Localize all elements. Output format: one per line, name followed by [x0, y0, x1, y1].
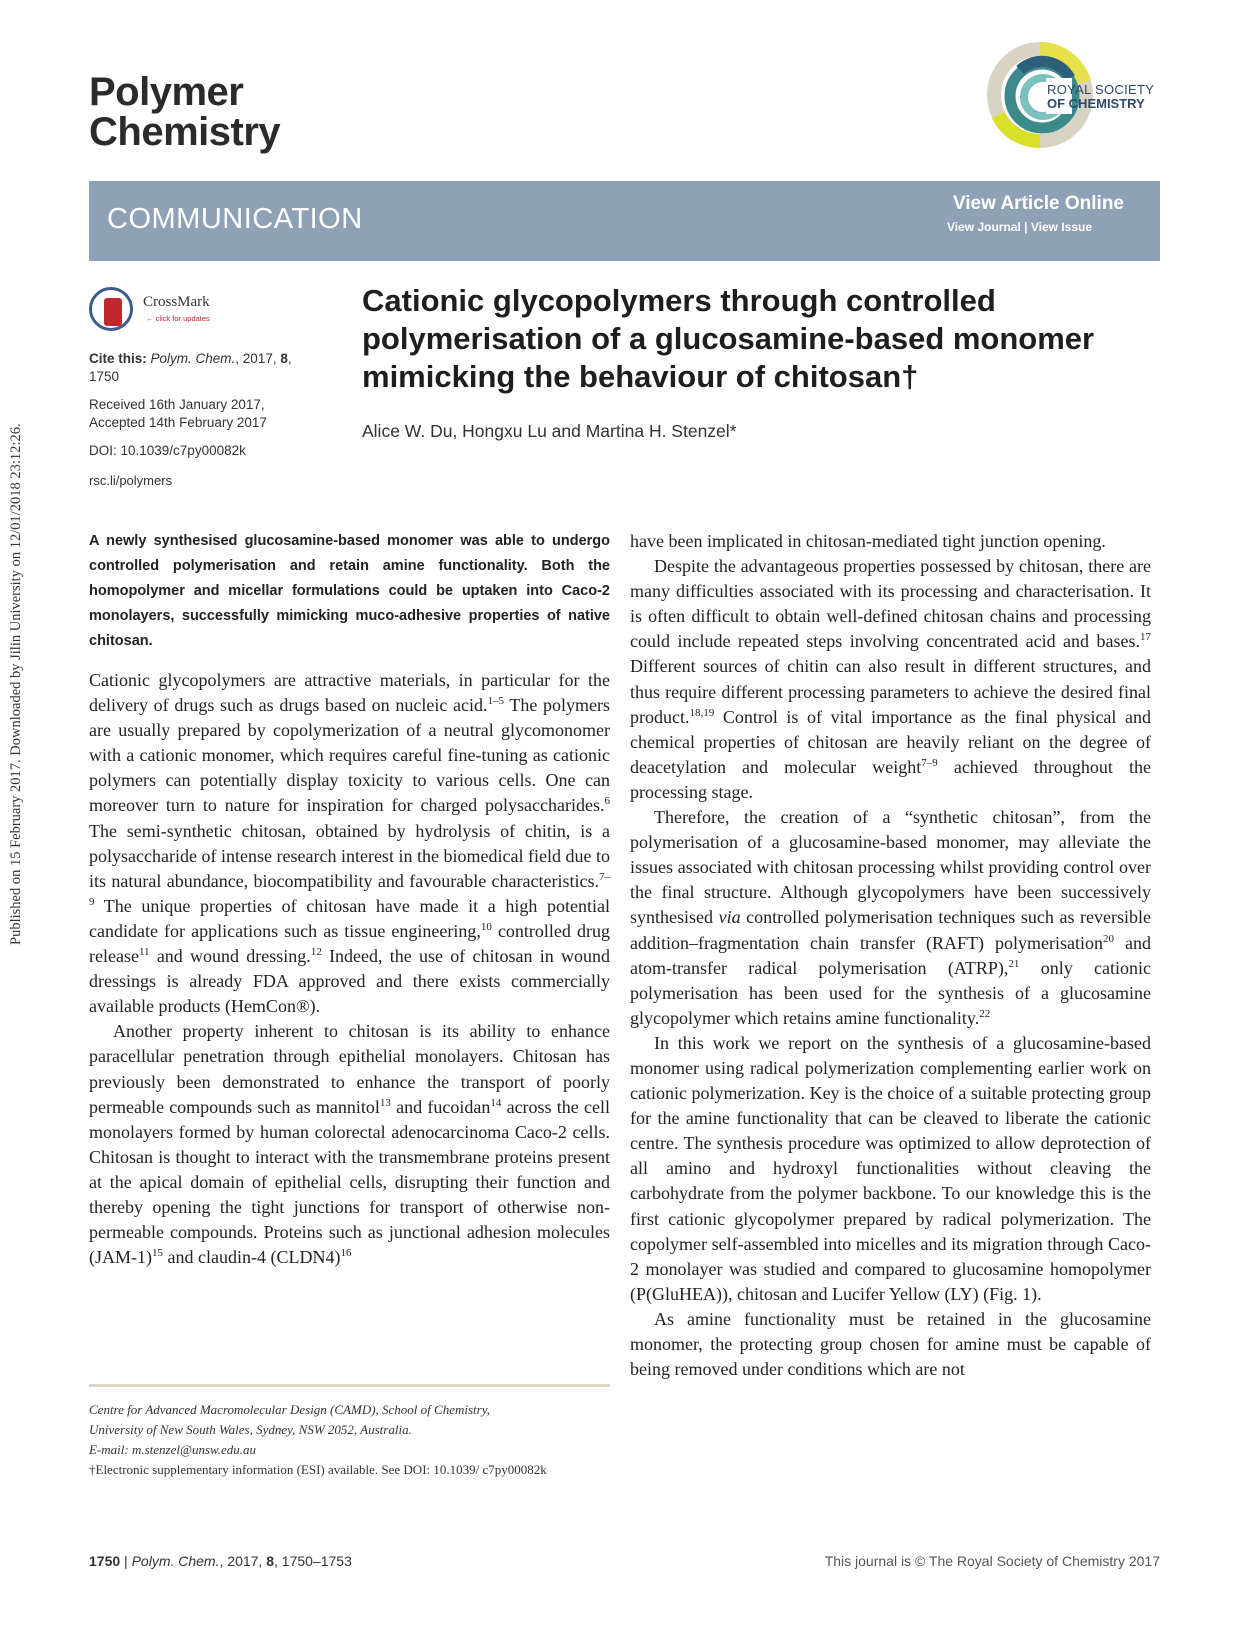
article-banner	[89, 181, 1160, 261]
short-url[interactable]: rsc.li/polymers	[89, 473, 173, 488]
citation	[89, 350, 319, 386]
received-date: Received 16th January 2017,	[89, 397, 265, 412]
body-paragraph: Another property inherent to chitosan is its ability to enhance paracellular penetration through epithelial monolayers. Chitosan has previously been demonstrated to enhance the transport of poorly permeable compounds such as mannitol$^{13}$ and fucoidan$^{14}$ across the cell monolayers formed by human colorectal adenocarcinoma Caco-2 cells. Chitosan is thought to interact with the transmembrane proteins present at the apical domain of epithelial cells, disrupting their function and thereby opening the tight junctions for transport of otherwise non-permeable compounds. Proteins such as junctional adhesion molecules $(JAM-1)^{15}$ and claudin-4 (CLDN4)$^{16}$	[89, 1021, 611, 1268]
affiliation-line2: University of New South Wales, Sydney, NSW 2052, Australia.	[89, 1422, 412, 1437]
cite-comma: ,	[287, 351, 292, 366]
rsc-wordmark	[1047, 83, 1154, 111]
cite-volume: 8	[280, 351, 288, 366]
body-paragraph: have been implicated in chitosan-mediated tight junction opening.	[630, 531, 1106, 551]
journal-title-line1: Polymer	[89, 70, 244, 114]
cite-year: , 2017,	[235, 351, 281, 366]
banner-links	[947, 220, 1092, 234]
cite-journal: Polym. Chem.	[150, 351, 236, 366]
article-authors: Alice W. Du, Hongxu Lu and Martina H. Stenzel*	[362, 421, 737, 441]
footer-volume: 8	[266, 1553, 274, 1569]
crossmark-label: CrossMark	[143, 294, 210, 310]
cite-prefix: Cite this:	[89, 351, 151, 366]
download-note: Published on 15 February 2017. Downloaded by Jilin University on 12/01/2018 23:12:26.	[8, 423, 24, 945]
view-article-online-link[interactable]: View Article Online	[952, 193, 1124, 214]
body-paragraph: Therefore, the creation of a “synthetic chitosan”, from the polymerisation of a glucosamine-based monomer, may alleviate the issues associated with chitosan processing whilst providing control over the final structure. Although glycopolymers have been successively synthesised via controlled polymerisation techniques such as reversible addition–fragmentation chain transfer (RAFT) polymerisation$^{20}$ and atom-transfer radical polymerisation (ATRP),$^{21}$ only cationic polymerisation has been used for the synthesis of a glucosamine glycopolymer which retains amine functionality.$^{22}$	[630, 807, 1151, 1028]
body-paragraph: As amine functionality must be retained in the glucosamine monomer, the protecting group chosen for amine must be capable of being removed under conditions which are not	[630, 1308, 1151, 1380]
cite-page: 1750	[89, 369, 120, 384]
corresponding-email[interactable]: E-mail: m.stenzel@unsw.edu.au	[89, 1442, 256, 1457]
view-issue-link[interactable]: View Issue	[1030, 220, 1093, 234]
rsc-wordmark-line2: OF CHEMISTRY	[1047, 96, 1145, 111]
footer-sep: |	[120, 1553, 132, 1569]
body-paragraph: In this work we report on the synthesis of a glucosamine-based monomer using radical polymerization complementing earlier work on cationic polymerization. Key is the choice of a suitable protecting group for the amine functionality that can be cleaved to liberate the cationic centre. The synthesis procedure was optimized to allow deprotection of all amino and hydroxyl functionalities without cleaving the carbohydrate from the polymer backbone. To our knowledge this is the first cationic glycopolymer prepared by radical polymerization. The copolymer self-assembled into micelles and its migration through Caco-2 monolayer was studied and compared to glucosamine homopolymer (P(GluHEA)), chitosan and Lucifer Yellow (LY) (Fig. 1).	[630, 1032, 1151, 1304]
footer-pages: , 1750–1753	[274, 1553, 352, 1569]
esi-note: †Electronic supplementary information (ESI) available. See DOI: 10.1039/ c7py00082k	[89, 1462, 547, 1477]
article-title: Cationic glycopolymers through controlled polymerisation of a glucosamine-based monomer mimicking the behaviour of chitosan†	[362, 283, 1095, 394]
footer-year: , 2017,	[219, 1553, 267, 1569]
journal-title	[89, 72, 280, 152]
footer-journal: Polym. Chem.	[131, 1553, 220, 1569]
left-column	[89, 668, 610, 1270]
doi[interactable]: DOI: 10.1039/c7py00082k	[89, 443, 246, 458]
crossmark-icon	[89, 287, 133, 331]
accepted-date: Accepted 14th February 2017	[89, 415, 267, 430]
page-footer-citation	[89, 1553, 352, 1569]
right-column	[630, 529, 1151, 1382]
rsc-wordmark-line1: ROYAL SOCIETY	[1047, 82, 1155, 97]
crossmark-badge[interactable]	[89, 287, 229, 337]
body-paragraph: Cationic glycopolymers are attractive materials, in particular for the delivery of drugs such as drugs based on nucleic acid.$^{1-5}$ The polymers are usually prepared by copolymerization of a neutral glycomonomer with a cationic monomer, which requires careful fine-tuning as cationic polymers can potentially display toxicity to various cells. One can moreover turn to nature for inspiration for charged polysaccharides.$^6$ The semi-synthetic chitosan, obtained by hydrolysis of chitin, is a polysaccharide of intense research interest in the biomedical field due to its natural abundance, biocompatibility and favourable characteristics.$^{7-9}$ The unique properties of chitosan have made it a high potential candidate for applications such as tissue engineering,$^{10}$ controlled drug release$^{11}$ and wound dressing.$^{12}$ Indeed, the use of chitosan in wound dressings is already FDA approved and there exists commercially available products (HemCon®).	[89, 670, 611, 1017]
body-paragraph: Despite the advantageous properties possessed by chitosan, there are many difficulties associated with its processing and characterisation. It is often difficult to obtain well-defined chitosan chains and processing could include repeated steps involving concentrated acid and bases.$^{17}$ Different sources of chitin can also result in different structures, and thus require different processing parameters to achieve the desired final product.$^{18,19}$ Control is of vital importance as the final physical and chemical properties of chitosan are heavily reliant on the degree of deacetylation and molecular weight$^{7-9}$ achieved throughout the processing stage.	[630, 556, 1151, 802]
article-type: COMMUNICATION	[107, 203, 363, 235]
page-footer-copyright: This journal is © The Royal Society of Chemistry 2017	[824, 1553, 1160, 1569]
footnotes	[89, 1400, 610, 1480]
view-journal-link[interactable]: View Journal	[947, 220, 1021, 234]
crossmark-sub: ← click for updates	[146, 314, 210, 323]
journal-title-line2: Chemistry	[89, 110, 281, 154]
abstract: A newly synthesised glucosamine-based monomer was able to undergo controlled polymerisation and retain amine functionality. Both the homopolymer and micellar formulations could be uptaken into Caco-2 monolayers, successfully mimicking muco-adhesive properties of native chitosan.	[89, 533, 610, 649]
page-number: 1750	[89, 1553, 121, 1569]
banner-link-separator: |	[1024, 220, 1028, 234]
affiliation-line1: Centre for Advanced Macromolecular Design (CAMD), School of Chemistry,	[89, 1402, 491, 1417]
footnote-divider	[89, 1384, 610, 1387]
